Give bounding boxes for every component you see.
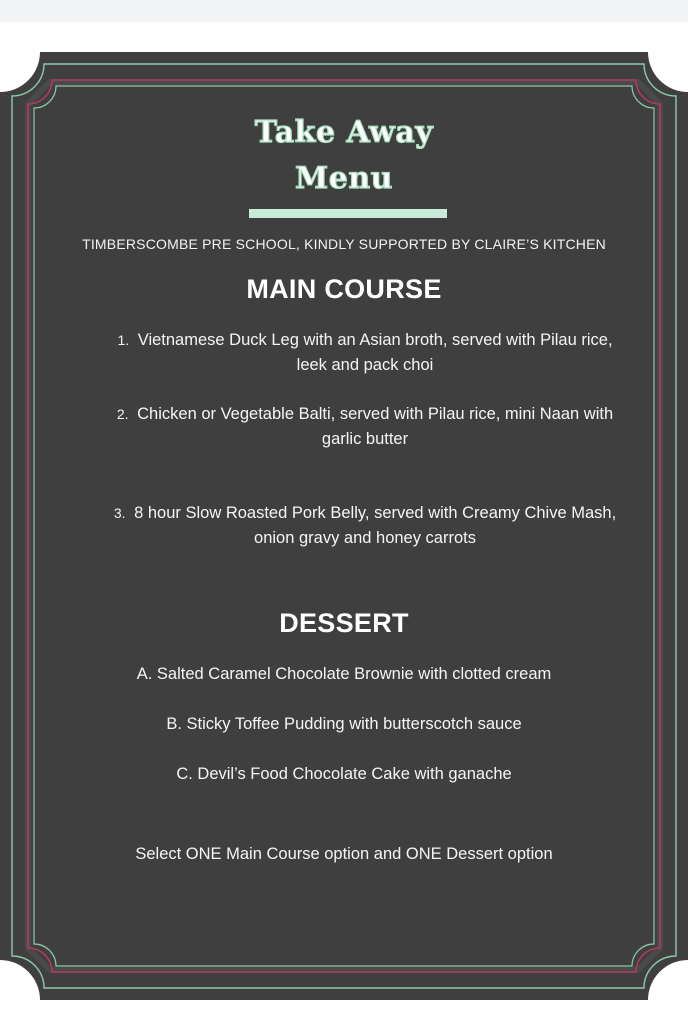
- item-number: 2.: [116, 406, 129, 422]
- main-course-item-2-line2: garlic butter: [321, 430, 409, 448]
- dessert-item-b: B. Sticky Toffee Pudding with butterscotch sauce: [166, 715, 522, 733]
- status-bar-strip: [0, 0, 688, 22]
- menu-title-line1: Take Away: [254, 115, 434, 150]
- menu-content: [0, 52, 688, 1000]
- main-course-item-3: [70, 501, 660, 551]
- main-course-item-2-line1: 2. Chicken or Vegetable Balti, served with Pilau rice, mini Naan with: [116, 405, 614, 423]
- menu-title-line2: Menu: [295, 161, 393, 196]
- menu-title: [0, 110, 688, 202]
- dessert-heading: DESSERT: [279, 608, 409, 638]
- dessert-item-a: A. Salted Caramel Chocolate Brownie with clotted cream: [136, 665, 552, 683]
- dessert-item-c: C. Devil’s Food Chocolate Cake with ganache: [176, 765, 512, 783]
- main-course-item-1-line2: leek and pack choi: [296, 356, 434, 374]
- main-course-heading: MAIN COURSE: [246, 274, 442, 304]
- menu-subtitle: TIMBERSCOMBE PRE SCHOOL, KINDLY SUPPORTED BY CLAIRE’S KITCHEN: [82, 236, 606, 252]
- main-course-item-3-line2: onion gravy and honey carrots: [254, 529, 476, 547]
- selection-instruction: Select ONE Main Course option and ONE Dessert option: [135, 845, 553, 863]
- main-course-item-3-line1: 3. 8 hour Slow Roasted Pork Belly, served with Creamy Chive Mash,: [113, 504, 617, 522]
- main-course-item-1-line1: 1. Vietnamese Duck Leg with an Asian broth, served with Pilau rice,: [117, 331, 613, 349]
- main-course-item-2: [70, 402, 660, 452]
- item-number: 1.: [117, 332, 130, 348]
- main-course-item-1: [70, 328, 660, 378]
- title-underline-bar: [249, 209, 447, 218]
- menu-board: [0, 52, 688, 1000]
- item-number: 3.: [113, 505, 126, 521]
